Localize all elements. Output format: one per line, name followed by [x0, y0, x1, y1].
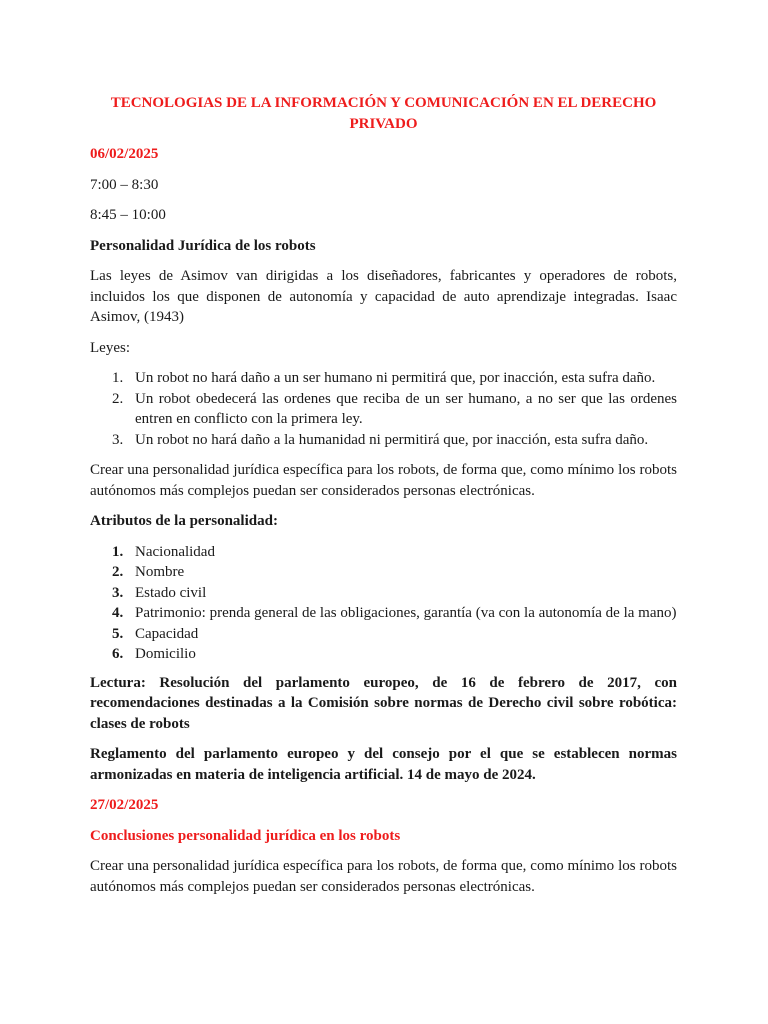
list-item: 4. Patrimonio: prenda general de las obligaciones, garantía (va con la autonomía de la mano): [112, 605, 677, 621]
document-body: [90, 93, 677, 897]
list-item: 5. Capacidad: [112, 625, 199, 642]
document-title: TECNOLOGIAS DE LA INFORMACIÓN Y COMUNICACIÓN EN EL DERECHO PRIVADO: [110, 95, 657, 132]
date-heading-1: 06/02/2025: [90, 146, 159, 162]
section-heading-conclusiones: Conclusiones personalidad jurídica en los robots: [90, 827, 401, 844]
attributes-list: [90, 542, 677, 665]
date-heading-2: 27/02/2025: [90, 797, 159, 813]
paragraph-personalidad-juridica: Crear una personalidad jurídica específica para los robots, de forma que, como mínimo los robots autónomos más complejos puedan ser considerados personas electrónicas.: [90, 462, 677, 499]
section-heading-atributos: Atributos de la personalidad:: [90, 513, 278, 529]
time-slot-1: 7:00 – 8:30: [90, 176, 159, 193]
time-slot-2: 8:45 – 10:00: [90, 207, 166, 223]
laws-list: [90, 368, 677, 450]
paragraph-conclusiones: Crear una personalidad jurídica específica para los robots, de forma que, como mínimo los robots autónomos más complejos puedan ser considerados personas electrónicas.: [90, 858, 677, 895]
list-item: 3. Estado civil: [112, 584, 207, 601]
list-item: 1. Nacionalidad: [112, 543, 215, 560]
list-item: 6. Domicilio: [112, 646, 196, 662]
paragraph-reglamento: Reglamento del parlamento europeo y del consejo por el que se establecen normas armonizadas en materia de inteligencia artificial. 14 de mayo de 2024.: [90, 746, 677, 783]
paragraph-lectura: Lectura: Resolución del parlamento europeo, de 16 de febrero de 2017, con recomendaciones destinadas a la Comisión sobre normas de Derecho civil sobre robótica: clases de robots: [90, 674, 677, 732]
list-item: 1. Un robot no hará daño a un ser humano ni permitirá que, por inacción, esta sufra daño.: [112, 370, 656, 386]
list-item: 2. Un robot obedecerá las ordenes que reciba de un ser humano, a no ser que las ordenes entren en conflicto con la primera ley.: [112, 390, 677, 427]
section-heading-personalidad: Personalidad Jurídica de los robots: [90, 237, 316, 254]
list-item: 2. Nombre: [112, 564, 185, 580]
paragraph-asimov: Las leyes de Asimov van dirigidas a los diseñadores, fabricantes y operadores de robots, incluidos los que disponen de autonomía y capacidad de auto aprendizaje integradas. Isaac Asimov, (1943): [90, 268, 677, 325]
laws-label: Leyes:: [90, 339, 130, 356]
list-item: 3. Un robot no hará daño a la humanidad ni permitirá que, por inacción, esta sufra daño.: [112, 431, 649, 448]
